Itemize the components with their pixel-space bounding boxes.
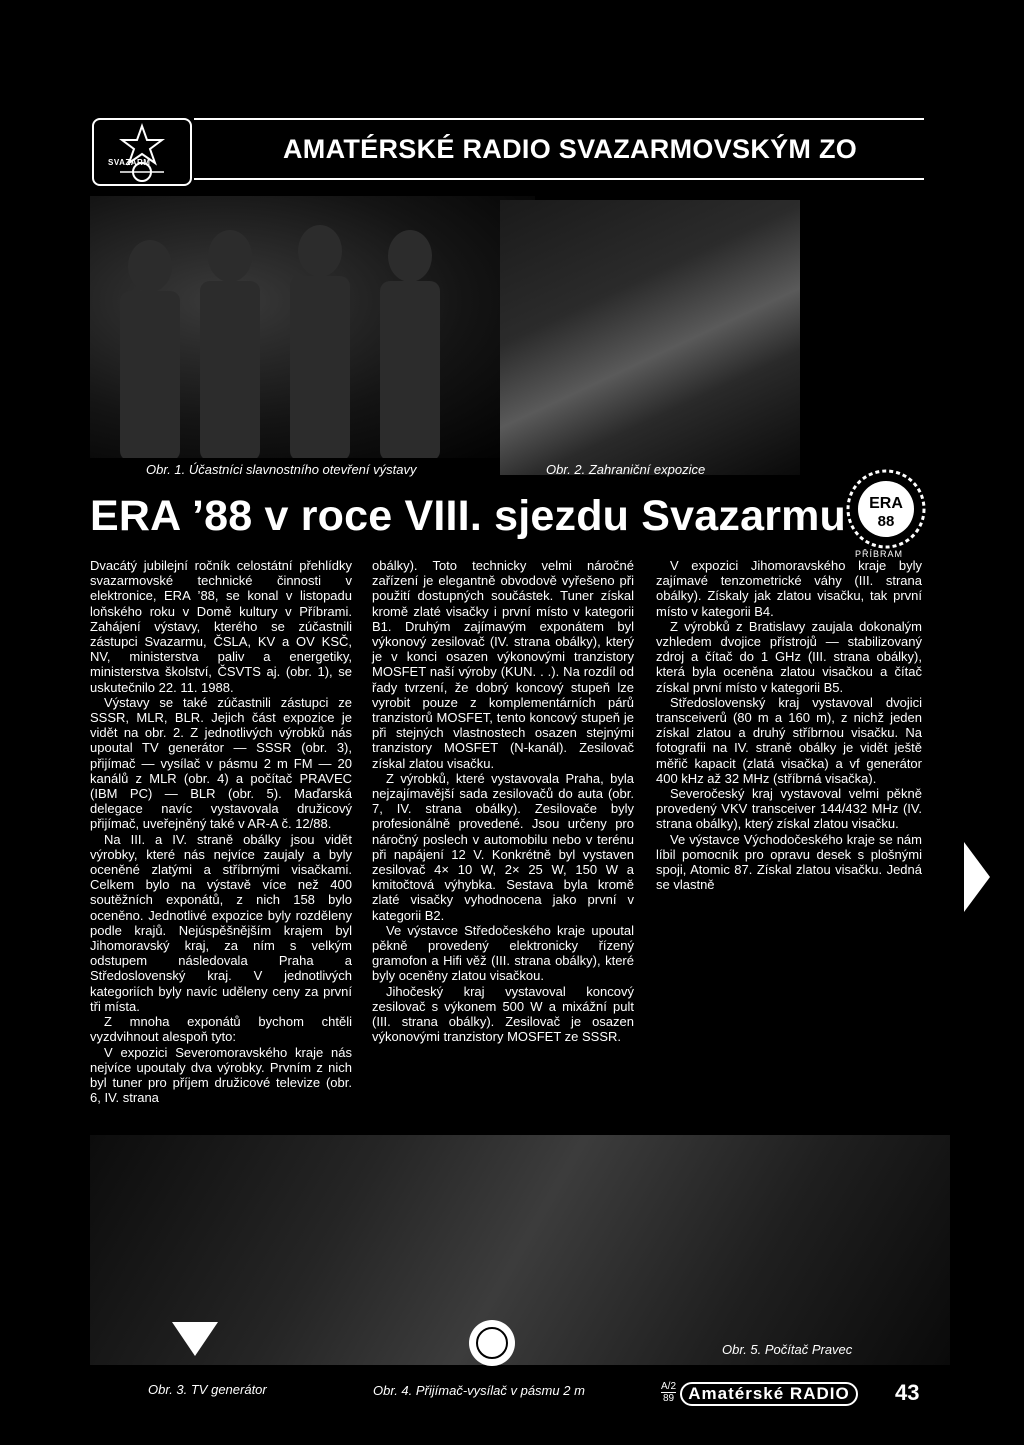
caption-obr2: Obr. 2. Zahraniční expozice [546, 462, 706, 477]
star-emblem-icon [100, 122, 184, 184]
paragraph: Ve výstavce Středočeského kraje upoutal pěkně provedený elektronicky řízený gramofon a Hifi věž (III. strana obálky), které byly oceněny zlatou visačkou. [372, 922, 634, 984]
paragraph: Severočeský kraj vystavoval velmi pěkně provedený VKV transceiver 144/432 MHz (IV. strana obálky), který získal zlatou visačku. [656, 786, 922, 832]
badge-line1: ERA [869, 495, 903, 512]
paragraph: Dvacátý jubilejní ročník celostátní přehlídky svazarmovské technické činnosti v elektronice, ERA ’88, se konal v listopadu loňského roku v Domě kultury v Příbrami. Zahájení výstavy, kterého se zúčastnili zástupci Svazarmu, ČSLA, KV a OV KSČ, NV, ministerstva paliv a energetiky, ministerstva školství, ČSVTS aj. (obr. 1), se uskutečnilo 22. 11. 1988. [90, 558, 352, 695]
magazine-logo: Amatérské RADIO [680, 1382, 858, 1406]
photo-opening-ceremony [90, 196, 535, 458]
photo-foreign-exhibit [500, 200, 800, 475]
badge-label: PŘÍBRAM [855, 549, 904, 559]
paragraph: obálky). Toto technicky velmi náročné zařízení je elegantně obvodově vyřešeno při použití dostupných součástek. Tuner získal kromě zlaté visačky i první místo v kategorii B1. Druhým zajímavým exponátem byl výkonový zesilovač (IV. strana obálky), který je v konci osazen výkonovými tranzistory MOSFET naší výroby (KUN. . .). Na rozdíl od řady tvrzení, že dobrý koncový stupeň lze vyrobit pouze z komplementárních párů tranzistorů MOSFET, tento koncový stupeň je při stejných vlastnostech osazen stejnými tranzistory MOSFET (N-kanál). Zesilovač získal zlatou visačku. [372, 558, 634, 771]
paragraph: Jihočeský kraj vystavoval koncový zesilovač s výkonem 500 W a mixážní pult (III. strana obálky). Zesilovač je osazen výkonovými tranzistory MOSFET ze SSSR. [372, 983, 634, 1045]
page-number: 43 [895, 1380, 920, 1405]
header-rule-top [194, 118, 924, 120]
paragraph: Na III. a IV. straně obálky jsou vidět výrobky, které nás nejvíce zaujaly a byly oceněné zlatými a stříbrnými visačkami. Celkem bylo na výstavě více než 400 soutěžních exponátů, z nich 158 bylo oceněno. Jednotlivé expozice byly rozděleny podle krajů. Nejúspěšnějším krajem byl Jihomoravský kraj, za ním s velkým odstupem následovala Praha a Středoslovenský kraj. V jednotlivých kategoriích byly navíc uděleny ceny za první tři místa. [90, 831, 352, 1014]
svazarm-logo [92, 118, 192, 186]
caption-obr4: Obr. 4. Přijímač-vysílač v pásmu 2 m [373, 1383, 585, 1398]
paragraph: V expozici Jihomoravského kraje byly zajímavé tenzometrické váhy (III. strana obálky). Získaly jak zlatou visačku, tak první místo v kategorii B4. [656, 558, 922, 619]
header-rule-bottom [194, 178, 924, 180]
triangle-marker-icon [172, 1322, 218, 1361]
issue-top: A/2 [661, 1381, 677, 1392]
text-column-2 [372, 558, 634, 1045]
paragraph: Z výrobků, které vystavovala Praha, byla nejzajímavější sada zesilovačů do auta (obr. 7, IV. strana obálky). Zesilovače byly profesionálně provedené. Jsou určeny pro náročný poslech v automobilu nebo v terénu při napájení 12 V. Konkrétně byl vystaven zesilovač 4× 10 W, 2× 25 W, 150 W a kmitočtová výhybka. Sestava byla kromě zlaté visačky vyhodnocena jako první v kategorii B2. [372, 770, 634, 923]
era-small-badge [467, 1318, 517, 1368]
logo-text: SVAZARM [108, 158, 151, 167]
text-column-3 [656, 558, 922, 892]
continue-arrow-icon [964, 842, 990, 917]
paragraph: V expozici Severomoravského kraje nás nejvíce upoutaly dva výrobky. Prvním z nich byl tuner pro příjem družicové televize (obr. 6, IV. strana [90, 1044, 352, 1106]
paragraph: Výstavy se také zúčastnili zástupci ze SSSR, MLR, BLR. Jejich část expozice je vidět na obr. 2. Z jednotlivých výrobků nás upoutal TV generátor — SSSR (obr. 3), přijímač — vysílač v pásmu 2 m FM — 20 kanálů z MLR (obr. 4) a počítač PRAVEC (IBM PC) — BLR (obr. 5). Maďarská delegace navíc vystavovala družicový přijímač, uveřejněný také v AR-A č. 12/88. [90, 694, 352, 832]
paragraph: Z mnoha exponátů bychom chtěli vyzdvihnout alespoň tyto: [90, 1014, 352, 1045]
paragraph: Ve výstavce Východočeského kraje se nám líbil pomocník pro opravu desek s plošnými spoji, Atomic 87. Získal zlatou visačku. Jedná se vlastně [656, 831, 922, 893]
caption-obr1: Obr. 1. Účastníci slavnostního otevření výstavy [146, 462, 417, 477]
era-88-badge [845, 468, 927, 550]
caption-obr3: Obr. 3. TV generátor [148, 1382, 267, 1397]
paragraph: Středoslovenský kraj vystavoval dvojici transceiverů (80 m a 160 m), z nichž jeden získal zlatou a druhý stříbrnou visačku. Na fotografii na IV. straně obálky je vidět ještě měřič kapacit (zlatá visačka) a vf generátor 400 kHz až 32 MHz (stříbrná visačka). [656, 694, 922, 786]
article-heading: ERA ’88 v roce VIII. sjezdu Svazarmu [90, 492, 847, 540]
photo-exhibits-bottom [90, 1135, 950, 1365]
text-column-1 [90, 558, 352, 1105]
issue-bottom: 89 [662, 1393, 675, 1404]
paragraph: Z výrobků z Bratislavy zaujala dokonalým vzhledem dvojice přístrojů — stabilizovaný zdroj a čítač do 1 GHz (III. strana obálky), která byla oceněna zlatou visačkou a čítač získal první místo v kategorii B5. [656, 618, 922, 695]
badge-line2: 88 [877, 513, 895, 530]
issue-number [661, 1381, 676, 1404]
header-title: AMATÉRSKÉ RADIO SVAZARMOVSKÝM ZO [283, 134, 858, 164]
caption-obr5: Obr. 5. Počítač Pravec [722, 1342, 853, 1357]
